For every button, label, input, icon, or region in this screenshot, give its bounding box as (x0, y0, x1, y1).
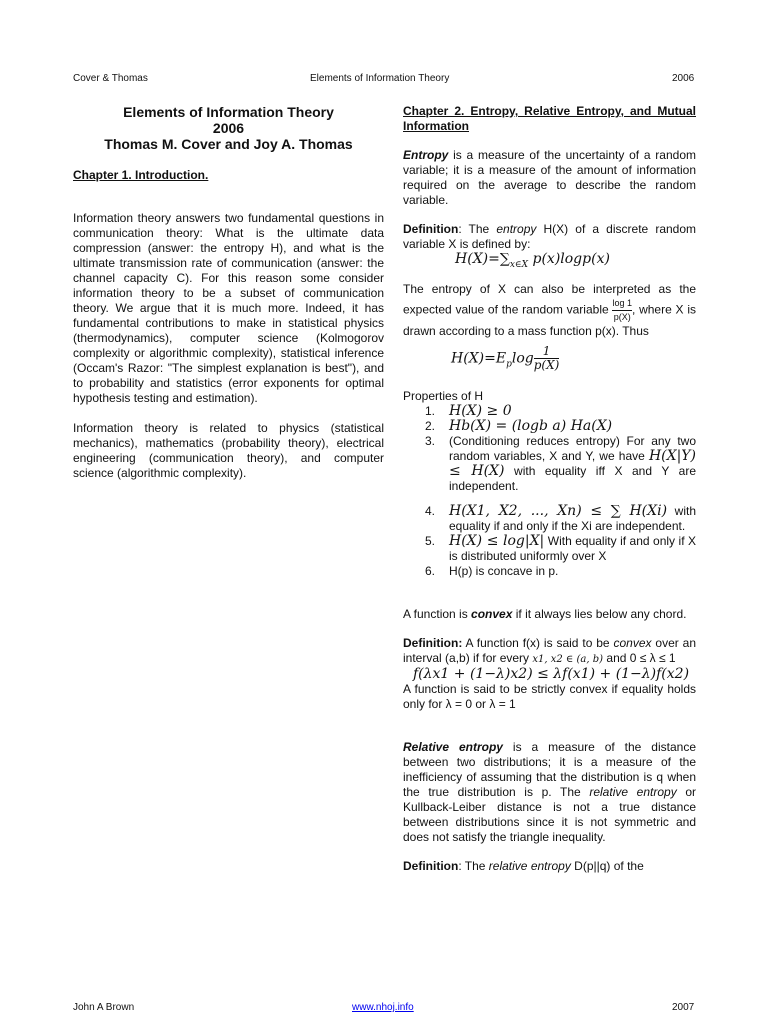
fraction-1-over-p: $\frac{\log 1}{p(X)}$ (612, 298, 632, 322)
convex-definition: Definition: A function f(x) is said to be convex over an interval (a,b) if for every x1, x2 ∈ (a, b) and 0 ≤ λ ≤ 1 (403, 636, 696, 665)
entropy-definition: Definition: The entropy H(X) of a discrete random variable X is defined by: (403, 222, 697, 251)
list-item: 6. H(p) is concave in p. (425, 564, 559, 578)
properties-list (403, 404, 696, 579)
intro-paragraph: Information theory answers two fundamental questions in communication theory: What is the ultimate data compression (answer: the entropy H), and what is the ultimate transmission rate of communication (answer: the channel capacity C). For this reason some consider information theory to be a subset of communication theory. We argue that it is much more. Indeed, it has fundamental contributions to make in statistical physics (thermodynamics), computer science (Kolmogorov complexity or algorithmic complexity), statistical inference (Occam's Razor: "The simplest explanation is best"), and to probability and statistics (error exponents for optimal hypothesis testing and estimation). (73, 211, 384, 405)
properties-heading: Properties of H (403, 389, 484, 403)
relative-entropy-paragraph: Relative entropy is a measure of the distance between two distributions; it is a measure of the inefficiency of assuming that the distribution is q when the true distribution is p. The relative entropy or Kullback-Leiber distance is not a true distance between distributions since it is not symmetric and does not satisfy the triangle inequality. (403, 740, 696, 844)
convex-equation: f(λx1 + (1−λ)x2) ≤ λf(x1) + (1−λ)f(x2) (413, 666, 690, 682)
entropy-equation: $H(X)=\sum_{x\in X}$ p(x)logp(x) (455, 251, 610, 270)
doc-year: 2006 (212, 120, 245, 136)
chapter-2-heading: Chapter 2. Entropy, Relative Entropy, and Mutual Information (403, 104, 696, 133)
list-item: 5. H(X) ≤ log|X| With equality if and only if X is distributed uniformly over X (425, 533, 697, 563)
relative-entropy-definition: Definition: The relative entropy D(p||q) of the (403, 859, 644, 873)
header-right: 2006 (672, 73, 695, 84)
header-left: Cover & Thomas (73, 73, 148, 84)
related-paragraph: Information theory is related to physics (statistical mechanics), mathematics (probability theory), electrical engineering (communication theory), and computer science (algorithmic complexity). (73, 421, 384, 480)
entropy-term: Entropy (403, 148, 449, 162)
doc-authors: Thomas M. Cover and Joy A. Thomas (104, 136, 353, 152)
list-item: 4. H(X1, X2, ..., Xn) ≤ ∑ H(Xi) with equality if and only if the Xi are independent. (425, 503, 696, 533)
right-column (403, 104, 696, 874)
chapter-1-heading: Chapter 1. Introduction. (73, 168, 209, 182)
left-column (73, 104, 384, 481)
list-item: 3. (Conditioning reduces entropy) For any two random variables, X and Y, we have H(X|Y) ≤ H(X) with equality iff X and Y are independent. (425, 434, 696, 493)
header-center: Elements of Information Theory (310, 73, 450, 84)
list-item: 1. H(X) ≥ 0 (425, 403, 512, 419)
strict-convex-note: A function is said to be strictly convex if equality holds only for λ = 0 or λ = 1 (403, 682, 696, 711)
entropy-intro: Entropy is a measure of the uncertainty of a random variable; it is a measure of the amount of information required on the average to describe the random variable. (403, 148, 696, 207)
footer-link[interactable]: www.nhoj.info (352, 1002, 414, 1013)
convex-intro: A function is convex if it always lies below any chord. (403, 607, 687, 621)
entropy-interpretation: The entropy of X can also be interpreted as the expected value of the random variable $\frac{\log 1}{p(X)}$ , where X is drawn according to a mass function p(x). Thus (403, 282, 696, 338)
expected-value-equation: $H(X)=E_p\log$ $\frac{1}{p(X)}$ (451, 344, 560, 372)
footer-left: John A Brown (73, 1002, 135, 1013)
doc-title: Elements of Information Theory (123, 104, 334, 120)
list-item: 2. Hb(X) = (logb a) Ha(X) (425, 418, 613, 434)
footer-right: 2007 (672, 1002, 695, 1013)
